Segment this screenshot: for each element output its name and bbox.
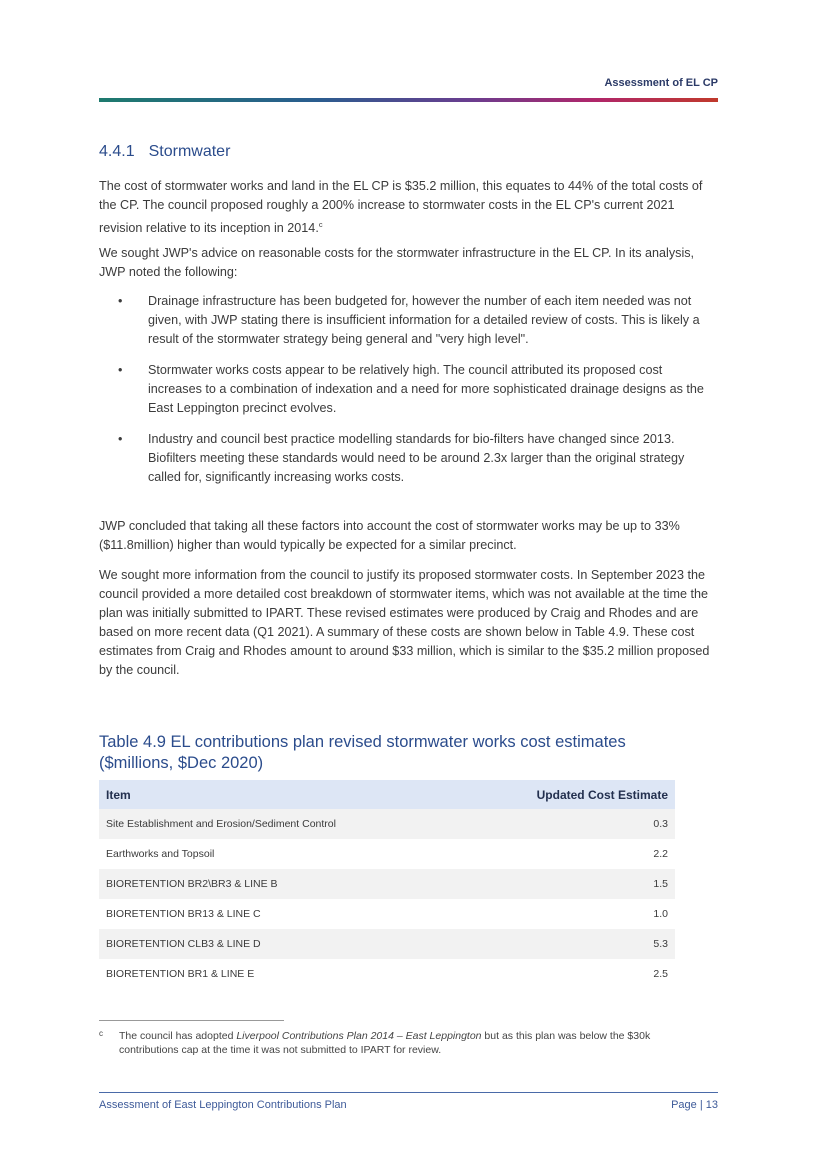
item-cell: BIORETENTION BR2\BR3 & LINE B (99, 869, 460, 899)
bullet-item: • Stormwater works costs appear to be relatively high. The council attributed its proposed cost increases to a combination of indexation and a need for more sophisticated drainage designs as the East Leppington precinct evolves. (118, 363, 704, 415)
table-row (99, 809, 675, 839)
bullet-item: • Industry and council best practice modelling standards for bio-filters have changed since 2013. Biofilters meeting these standards would need to be around 2.3x larger than the original strategy called for, significantly increasing works costs. (118, 432, 685, 484)
table-row (99, 959, 675, 989)
footnote-ref: c (318, 220, 323, 229)
table-row (99, 899, 675, 929)
footer-rule (99, 1092, 718, 1093)
bullet-list (118, 292, 718, 499)
section-number: 4.4.1 (99, 143, 135, 160)
table-title: Table 4.9 EL contributions plan revised stormwater works cost estimates ($millions, $Dec 2020) (99, 733, 626, 772)
paragraph-4: We sought more information from the council to justify its proposed stormwater costs. In September 2023 the council provided a more detailed cost breakdown of stormwater items, which was not available at the time the plan was initially submitted to IPART. These revised estimates were produced by Craig and Rhodes and are based on more recent data (Q1 2021). A summary of these costs are shown below in Table 4.9. These cost estimates from Craig and Rhodes amount to around $33 million, which is similar to the $35.2 million proposed by the council. (99, 568, 710, 677)
cost-cell: 5.3 (460, 929, 675, 959)
table-row (99, 839, 675, 869)
bullet-symbol: • (118, 294, 123, 308)
cost-estimate-table (99, 780, 675, 989)
item-cell: BIORETENTION BR13 & LINE C (106, 908, 261, 920)
cost-cell: 2.5 (653, 968, 668, 980)
cost-cell: 1.5 (460, 869, 675, 899)
cost-cell: 2.2 (653, 848, 668, 860)
item-cell: BIORETENTION CLB3 & LINE D (99, 929, 460, 959)
footnote-separator (99, 1020, 284, 1021)
footer-page-number: Page | 13 (671, 1099, 718, 1111)
bullet-symbol: • (118, 363, 123, 377)
paragraph-1-text: The cost of stormwater works and land in the EL CP is $35.2 million, this equates to 44% of the total costs of the CP. The council proposed roughly a 200% increase to stormwater costs in the EL CP's current 2021 revision relative to its inception in 2014. (99, 179, 703, 236)
bullet-symbol: • (118, 432, 123, 446)
cost-cell: 0.3 (460, 809, 675, 839)
column-header-cost: Updated Cost Estimate (460, 780, 675, 809)
footnote-plan-title: Liverpool Contributions Plan 2014 – East Leppington (236, 1030, 482, 1042)
item-cell: Site Establishment and Erosion/Sediment Control (99, 809, 460, 839)
paragraph-2: We sought JWP's advice on reasonable costs for the stormwater infrastructure in the EL CP. In its analysis, JWP noted the following: (99, 246, 695, 279)
section-title: Stormwater (148, 143, 231, 160)
footnote-mark: c (99, 1029, 103, 1038)
cost-cell: 1.0 (653, 908, 668, 920)
running-header: Assessment of EL CP (604, 77, 718, 89)
item-cell: BIORETENTION BR1 & LINE E (106, 968, 255, 980)
table-row (99, 929, 675, 959)
footnote-text: The council has adopted Liverpool Contributions Plan 2014 – East Leppington but as this plan was below the $30k contributions cap at the time it was not submitted to IPART for review. (119, 1030, 651, 1056)
footer-document-title: Assessment of East Leppington Contributions Plan (99, 1099, 347, 1111)
footnote (99, 1029, 699, 1057)
header-gradient-rule (99, 98, 718, 102)
table-row (99, 869, 675, 899)
paragraph-3: JWP concluded that taking all these factors into account the cost of stormwater works may be up to 33% ($11.8million) higher than would typically be expected for a similar precinct. (99, 519, 680, 552)
table-header-row (99, 780, 675, 809)
bullet-item: • Drainage infrastructure has been budgeted for, however the number of each item needed was not given, with JWP stating there is insufficient information for a detailed review of costs. This is likely a result of the stormwater strategy being general and "very high level". (118, 294, 700, 346)
paragraph-1 (99, 177, 719, 238)
item-cell: Earthworks and Topsoil (106, 848, 215, 860)
column-header-item: Item (99, 780, 460, 809)
section-heading (99, 143, 230, 161)
